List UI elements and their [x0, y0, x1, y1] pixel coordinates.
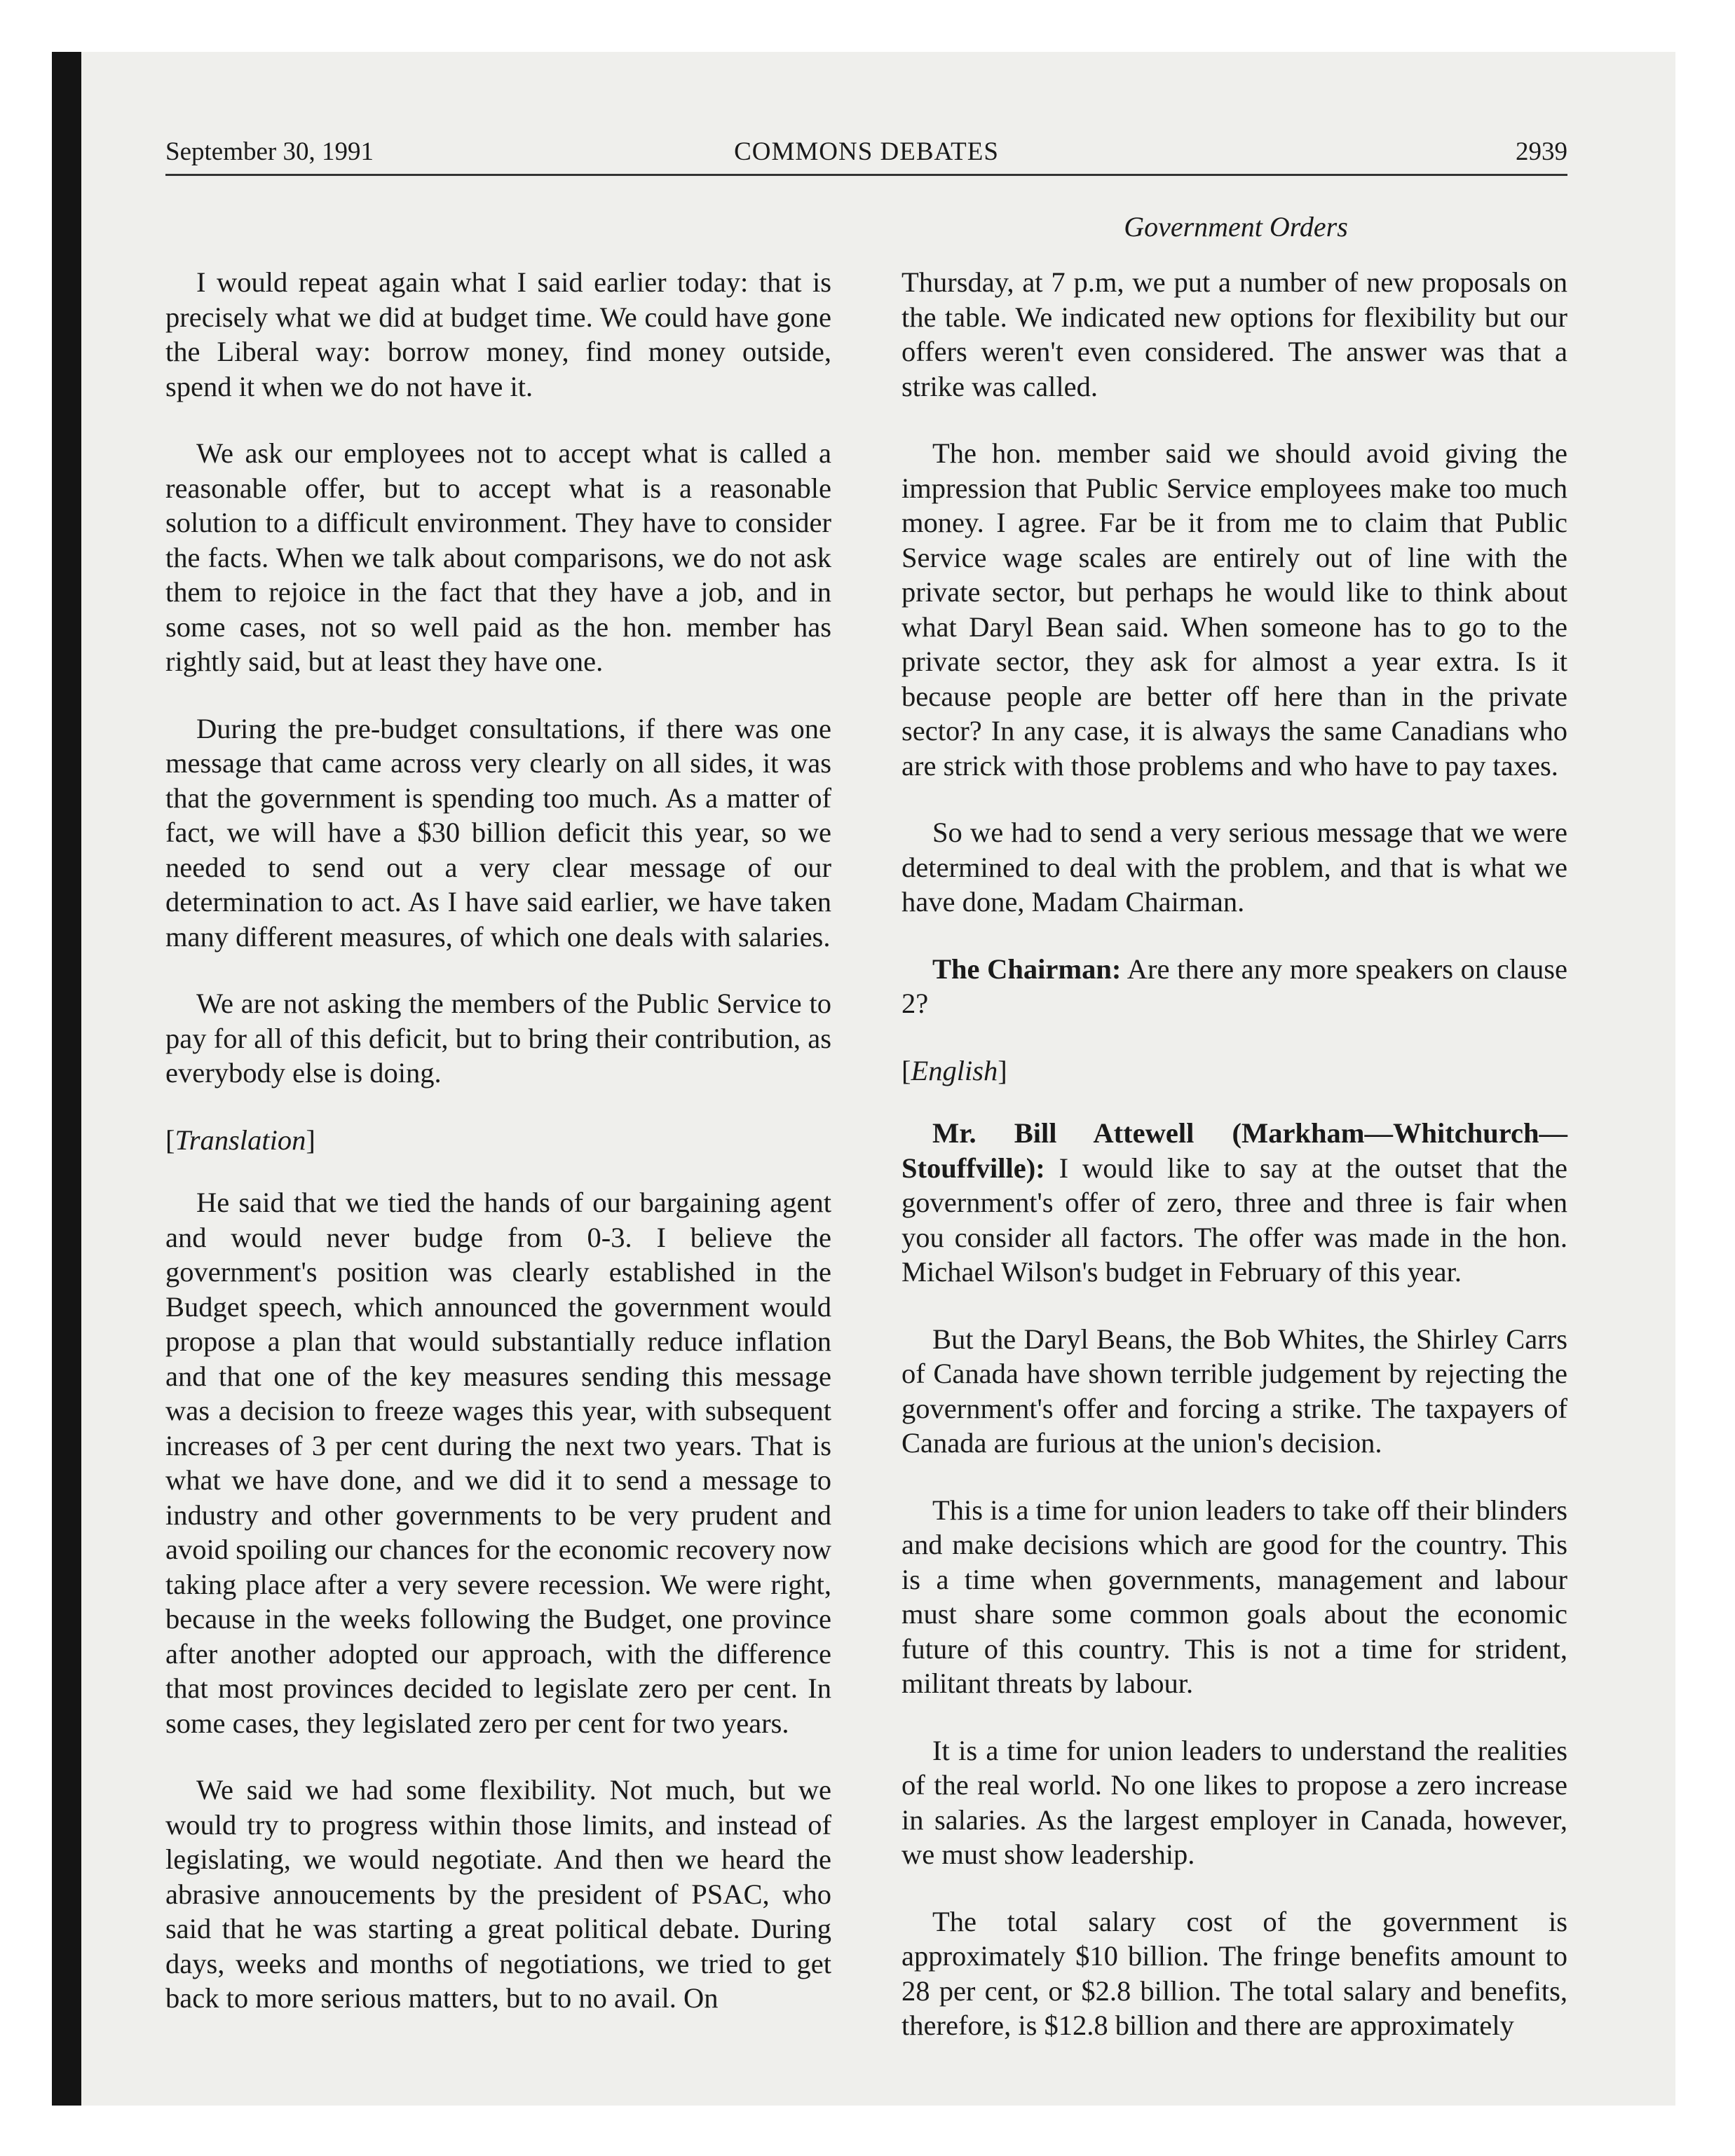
- paragraph: It is a time for union leaders to understand the realities of the real world. No one likes to propose a zero increase in salaries. As the largest employer in Canada, however, we must show leadership.: [901, 1734, 1567, 1870]
- page-header: [165, 132, 1567, 176]
- paragraph: Thursday, at 7 p.m, we put a number of new proposals on the table. We indicated new options for flexibility but our offers weren't even considered. The answer was that a strike was called.: [901, 266, 1567, 402]
- paragraph: So we had to send a very serious message that we were determined to deal with the problem, and that is what we have done, Madam Chairman.: [901, 817, 1567, 917]
- english-label-text: English: [911, 1054, 998, 1086]
- paragraph: The total salary cost of the government is approximately $10 billion. The fringe benefits amount to 28 per cent, or $2.8 billion. The total salary and benefits, therefore, is $12.8 billion and there are approximately: [901, 1905, 1567, 2041]
- speaker-name: Mr. Bill Attewell (Markham—Whitchurch—Stouffville):: [901, 1117, 1567, 1184]
- paragraph: But the Daryl Beans, the Bob Whites, the Shirley Carrs of Canada have shown terrible judgement by rejecting the government's offer and forcing a strike. The taxpayers of Canada are furious at the union's decision.: [901, 1323, 1567, 1459]
- paragraph: We said we had some flexibility. Not much, but we would try to progress within those limits, and instead of legislating, we would negotiate. And then we heard the abrasive annoucements by the president of PSAC, who said that he was starting a great political debate. During days, weeks and months of negotiations, we tried to get back to more serious matters, but to no avail. On: [165, 1774, 831, 2014]
- paragraph: I would repeat again what I said earlier today: that is precisely what we did at budget time. We could have gone the Liberal way: borrow money, find money outside, spend it when we do not have it.: [165, 266, 831, 402]
- english-label: [English]: [901, 1054, 1007, 1086]
- translation-label-text: Translation: [175, 1124, 306, 1156]
- header-page-number: 2939: [1516, 137, 1567, 166]
- speech-text: Are there any more speakers on clause 2?: [901, 953, 1567, 1019]
- scan-edge-bar: [52, 52, 81, 2106]
- speaker-name: The Chairman:: [932, 953, 1122, 985]
- paragraph: He said that we tied the hands of our bargaining agent and would never budge from 0-3. I believe the government's position was clearly established in the Budget speech, which announced the government would propose a plan that would substantially reduce inflation and that one of the key measures sending this message was a decision to freeze wages this year, with subsequent increases of 3 per cent during the next two years. That is what we have done, and we did it to send a message to industry and other governments to be very prudent and avoid spoiling our chances for the economic recovery now taking place after a very severe recession. We were right, because in the weeks following the Budget, one province after another adopted our approach, with the difference that most provinces decided to legislate zero per cent. In some cases, they legislated zero per cent for two years.: [165, 1187, 831, 1739]
- paragraph: During the pre-budget consultations, if there was one message that came across very clearly on all sides, it was that the government is spending too much. As a matter of fact, we will have a $30 billion deficit this year, so we needed to send out a very clear message of our determination to act. As I have said earlier, we have taken many different measures, of which one deals with salaries.: [165, 712, 831, 953]
- header-date: September 30, 1991: [165, 137, 374, 166]
- header-title: COMMONS DEBATES: [734, 137, 999, 166]
- paragraph: The hon. member said we should avoid giving the impression that Public Service employees make too much money. I agree. Far be it from me to claim that Public Service wage scales are entirely out of line with the private sector, but perhaps he would like to think about what Daryl Bean said. When someone has to go to the private sector, they ask for almost a year extra. Is it because people are better off here than in the private sector? In any case, it is always the same Canadians who are strick with those problems and who have to pay taxes.: [901, 437, 1567, 782]
- section-heading: Government Orders: [1124, 211, 1348, 243]
- speech-text: I would like to say at the outset that the government's offer of zero, three and three is fair when you consider all factors. The offer was made in the hon. Michael Wilson's budget in February of this year.: [901, 1152, 1567, 1288]
- translation-label: [Translation]: [165, 1124, 315, 1156]
- paragraph: We ask our employees not to accept what is called a reasonable offer, but to accept what is a reasonable solution to a difficult environment. They have to consider the facts. When we talk about comparisons, we do not ask them to rejoice in the fact that they have a job, and in some cases, not so well paid as the hon. member has rightly said, but at least they have one.: [165, 437, 831, 677]
- paragraph: We are not asking the members of the Public Service to pay for all of this deficit, but to bring their contribution, as everybody else is doing.: [165, 988, 831, 1089]
- left-column: [165, 265, 831, 2048]
- paragraph: [901, 1116, 1567, 1290]
- paragraph: [901, 952, 1567, 1021]
- paragraph: This is a time for union leaders to take off their blinders and make decisions which are good for the country. This is a time when governments, management and labour must share some common goals about the economic future of this country. This is not a time for strident, militant threats by labour.: [901, 1494, 1567, 1699]
- right-column: [901, 265, 1567, 2075]
